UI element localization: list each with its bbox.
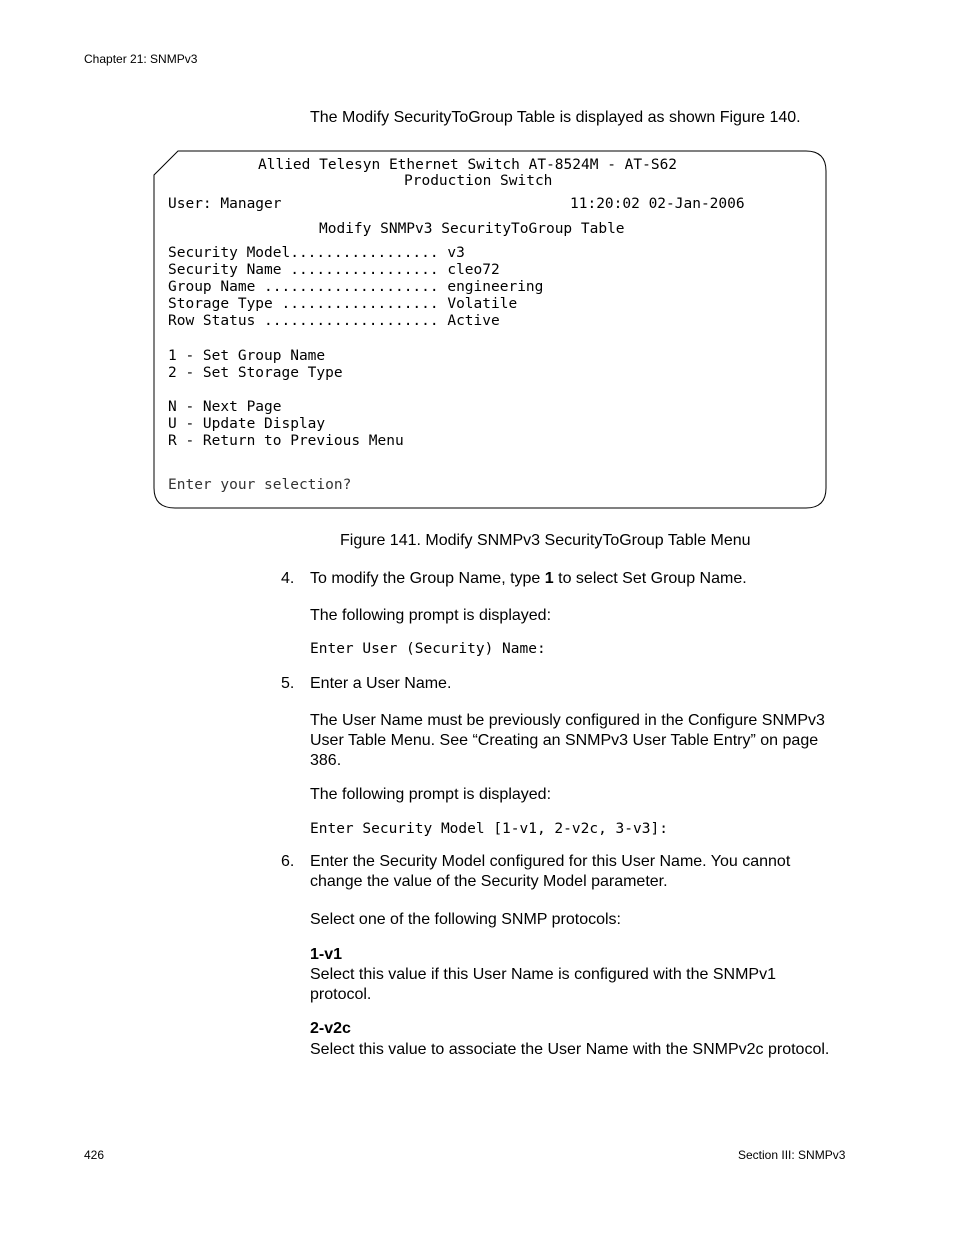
terminal-option-set-group-name[interactable]: 1 - Set Group Name — [168, 348, 326, 364]
figure-caption: Figure 141. Modify SNMPv3 SecurityToGroup Table Menu — [340, 532, 751, 549]
terminal-field: Security Name ................. cleo72 — [168, 262, 500, 278]
step-6-select: Select one of the following SNMP protocols: — [310, 911, 621, 928]
step-5-paragraph: The User Name must be previously configured in the Configure SNMPv3 User Table Menu. See “Creating an SNMPv3 User Table Entry” on page 386. — [310, 712, 825, 769]
terminal-field: Row Status .................... Active — [168, 313, 500, 329]
step-number: 5. — [281, 675, 295, 692]
step-number: 6. — [281, 853, 295, 870]
terminal-field: Storage Type .................. Volatile — [168, 296, 518, 312]
page-number: 426 — [84, 1148, 105, 1162]
step-5-follow: The following prompt is displayed: — [310, 786, 552, 803]
terminal-option-return[interactable]: R - Return to Previous Menu — [168, 433, 404, 449]
terminal-option-set-storage-type[interactable]: 2 - Set Storage Type — [168, 365, 343, 381]
terminal-field: Group Name .................... engineering — [168, 279, 544, 295]
terminal-frame — [0, 0, 954, 520]
step-4-text: To modify the Group Name, type 1 to select Set Group Name. — [310, 570, 747, 587]
terminal-user: User: Manager — [168, 196, 282, 212]
step-5-text: Enter a User Name. — [310, 675, 452, 692]
step-4-prompt: Enter User (Security) Name: — [310, 641, 546, 657]
terminal-option-update-display[interactable]: U - Update Display — [168, 416, 326, 432]
step-number: 4. — [281, 570, 295, 587]
terminal-title-line2: Production Switch — [404, 173, 553, 189]
step-6-text: Enter the Security Model configured for this User Name. You cannot change the value of the Security Model parameter. — [310, 853, 791, 890]
terminal-field: Security Model................. v3 — [168, 245, 465, 261]
terminal-option-next-page[interactable]: N - Next Page — [168, 399, 282, 415]
option-v2c-description: Select this value to associate the User Name with the SNMPv2c protocol. — [310, 1041, 830, 1058]
chapter-header: Chapter 21: SNMPv3 — [84, 52, 198, 66]
section-footer: Section III: SNMPv3 — [738, 1148, 846, 1162]
step-4-follow: The following prompt is displayed: — [310, 607, 552, 624]
option-v1-label: 1-v1 — [310, 946, 343, 963]
option-v1-description: Select this value if this User Name is configured with the SNMPv1 protocol. — [310, 966, 776, 1003]
terminal-datetime: 11:20:02 02-Jan-2006 — [570, 196, 745, 212]
option-v2c-label: 2-v2c — [310, 1020, 351, 1037]
terminal-prompt[interactable]: Enter your selection? — [168, 477, 352, 493]
terminal-menu-title: Modify SNMPv3 SecurityToGroup Table — [319, 221, 625, 237]
step-5-prompt: Enter Security Model [1-v1, 2-v2c, 3-v3]: — [310, 821, 668, 837]
intro-text: The Modify SecurityToGroup Table is displayed as shown Figure 140. — [310, 109, 801, 126]
terminal-title-line1: Allied Telesyn Ethernet Switch AT-8524M - AT-S62 — [258, 157, 678, 173]
